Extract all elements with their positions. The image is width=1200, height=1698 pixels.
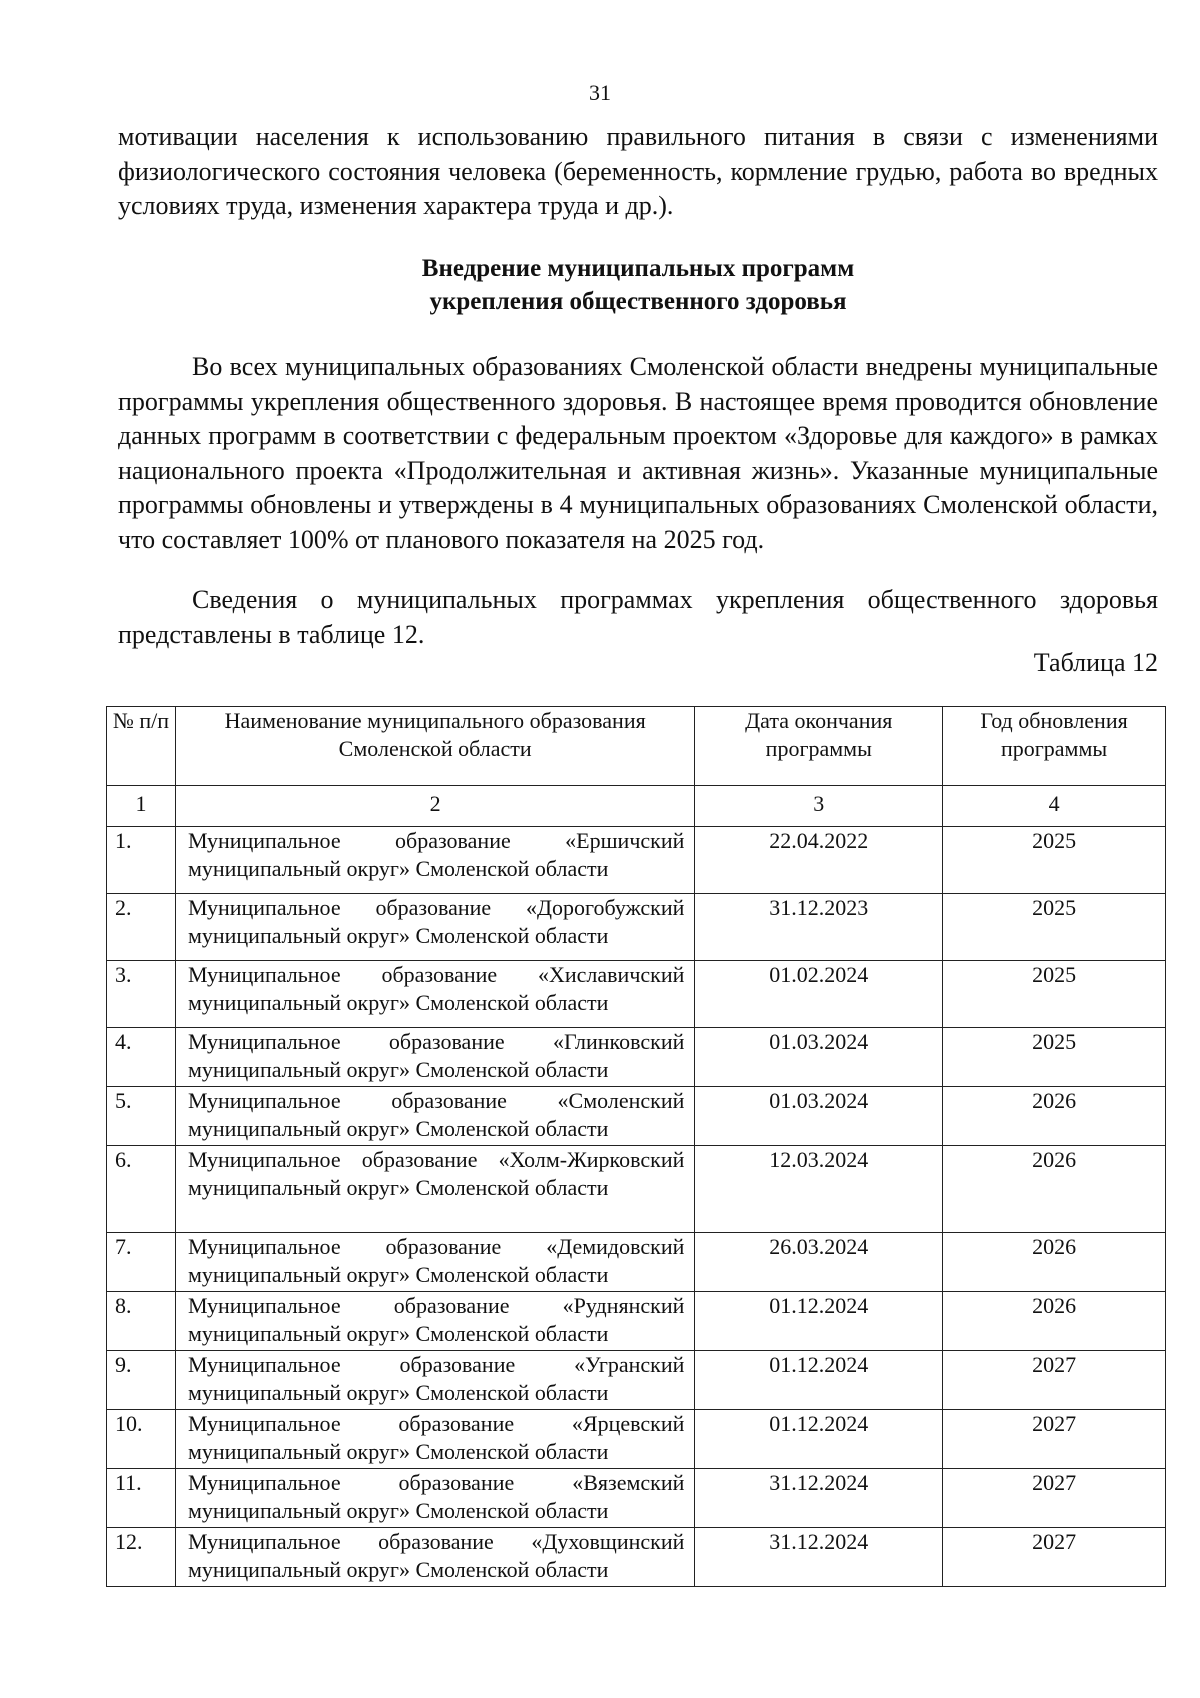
row-number: 8. [107,1292,176,1351]
end-date: 31.12.2024 [695,1528,943,1587]
update-year: 2027 [943,1410,1166,1469]
end-date: 01.12.2024 [695,1292,943,1351]
row-number: 2. [107,894,176,961]
row-number: 3. [107,961,176,1028]
section-heading-line-1: Внедрение муниципальных программ [421,255,855,282]
table-row [107,827,1166,894]
municipality-name: Муниципальное образование «Холм-Жирковский муниципальный округ» Смоленской области [175,1146,694,1233]
update-year: 2025 [943,961,1166,1028]
row-number: 6. [107,1146,176,1233]
table-row [107,1292,1166,1351]
column-number-1: 1 [107,786,176,827]
table-row [107,1528,1166,1587]
table-row [107,1233,1166,1292]
paragraph-programs-status: Во всех муниципальных образованиях Смоленской области внедрены муниципальные программы укрепления общественного здоровья. В настоящее время проводится обновление данных программ в соответствии с федеральным проектом «Здоровье для каждого» в рамках национального проекта «Продолжительная и активная жизнь». Указанные муниципальные программы обновлены и утверждены в 4 муниципальных образованиях Смоленской области, что составляет 100% от планового показателя на 2025 год. [118,352,1158,554]
update-year: 2026 [943,1146,1166,1233]
municipality-name: Муниципальное образование «Ершичский муниципальный округ» Смоленской области [175,827,694,894]
table-column-numbers-row [107,786,1166,827]
row-number: 5. [107,1087,176,1146]
table-row [107,1028,1166,1087]
table-row [107,1469,1166,1528]
update-year: 2027 [943,1528,1166,1587]
municipality-name: Муниципальное образование «Хиславичский муниципальный округ» Смоленской области [175,961,694,1028]
section-heading-line-2: укрепления общественного здоровья [429,288,847,315]
programs-table [106,706,1166,1587]
municipality-name: Муниципальное образование «Дорогобужский муниципальный округ» Смоленской области [175,894,694,961]
header-municipality: Наименование муниципального образования Смоленской области [175,707,694,786]
municipality-name: Муниципальное образование «Угранский муниципальный округ» Смоленской области [175,1351,694,1410]
table-row [107,1087,1166,1146]
table-row [107,1351,1166,1410]
update-year: 2026 [943,1233,1166,1292]
paragraph-intro-continuation: мотивации населения к использованию правильного питания в связи с изменениями физиологического состояния человека (беременность, кормление грудью, работа во вредных условиях труда, изменения характера труда и др.). [118,122,1158,220]
table-row [107,1146,1166,1233]
row-number: 4. [107,1028,176,1087]
end-date: 31.12.2023 [695,894,943,961]
end-date: 26.03.2024 [695,1233,943,1292]
municipality-name: Муниципальное образование «Ярцевский муниципальный округ» Смоленской области [175,1410,694,1469]
column-number-3: 3 [695,786,943,827]
municipality-name: Муниципальное образование «Духовщинский муниципальный округ» Смоленской области [175,1528,694,1587]
end-date: 01.02.2024 [695,961,943,1028]
update-year: 2027 [943,1469,1166,1528]
end-date: 01.03.2024 [695,1028,943,1087]
municipality-name: Муниципальное образование «Глинковский муниципальный округ» Смоленской области [175,1028,694,1087]
header-update-year: Год обновления программы [943,707,1166,786]
end-date: 22.04.2022 [695,827,943,894]
row-number: 11. [107,1469,176,1528]
update-year: 2025 [943,894,1166,961]
row-number: 9. [107,1351,176,1410]
row-number: 10. [107,1410,176,1469]
row-number: 1. [107,827,176,894]
column-number-2: 2 [175,786,694,827]
table-row [107,961,1166,1028]
paragraph-table-reference: Сведения о муниципальных программах укрепления общественного здоровья представлены в таблице 12. [118,585,1158,649]
header-number: № п/п [107,707,176,786]
table-header-row [107,707,1166,786]
end-date: 01.12.2024 [695,1410,943,1469]
municipality-name: Муниципальное образование «Демидовский муниципальный округ» Смоленской области [175,1233,694,1292]
header-end-date: Дата окончания программы [695,707,943,786]
update-year: 2025 [943,1028,1166,1087]
end-date: 01.12.2024 [695,1351,943,1410]
municipality-name: Муниципальное образование «Руднянский муниципальный округ» Смоленской области [175,1292,694,1351]
update-year: 2026 [943,1292,1166,1351]
municipality-name: Муниципальное образование «Смоленский муниципальный округ» Смоленской области [175,1087,694,1146]
column-number-4: 4 [943,786,1166,827]
section-heading [118,252,1158,318]
update-year: 2027 [943,1351,1166,1410]
table-row [107,1410,1166,1469]
municipality-name: Муниципальное образование «Вяземский муниципальный округ» Смоленской области [175,1469,694,1528]
end-date: 01.03.2024 [695,1087,943,1146]
row-number: 7. [107,1233,176,1292]
end-date: 31.12.2024 [695,1469,943,1528]
end-date: 12.03.2024 [695,1146,943,1233]
table-row [107,894,1166,961]
update-year: 2026 [943,1087,1166,1146]
row-number: 12. [107,1528,176,1587]
page-number: 31 [589,80,611,105]
update-year: 2025 [943,827,1166,894]
table-caption: Таблица 12 [1033,648,1158,677]
